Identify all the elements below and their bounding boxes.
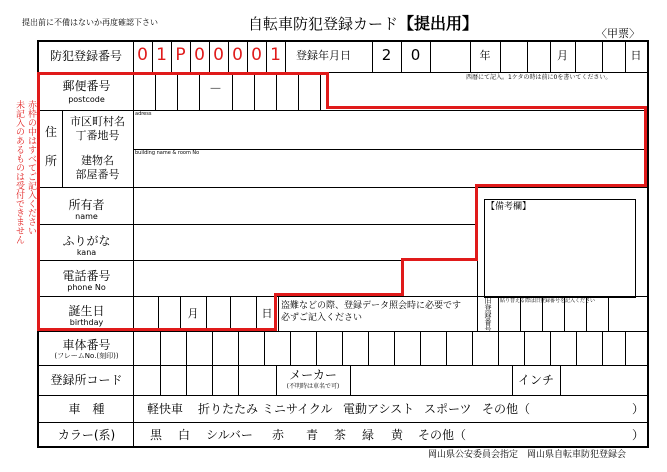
frame-sub: (フレームNo.(刻印))	[54, 352, 119, 360]
postcode-sub: postcode	[68, 95, 105, 104]
remarks-title: 【備考欄】	[486, 202, 532, 212]
side-note-1: 赤枠の中はすべてご記入ください	[26, 100, 36, 235]
color-option-2[interactable]: 白	[178, 428, 191, 442]
building-label-2: 部屋番号	[75, 168, 120, 181]
reg-digit-1: 0	[137, 45, 148, 65]
phone-label: 電話番号	[62, 269, 111, 283]
postcode-dash: －	[208, 82, 222, 97]
color-option-3[interactable]: シルバー	[206, 428, 253, 442]
type-other[interactable]: その他（	[482, 402, 531, 416]
old-number-note: 貼り替える際は旧登録番号を記入ください	[500, 298, 596, 304]
footer-issuer: 岡山県公安委員会指定 岡山県自転車防犯登録会	[428, 450, 627, 460]
type-option-5[interactable]: スポーツ	[424, 402, 472, 416]
color-option-8[interactable]: 黄	[391, 428, 404, 442]
color-option-7[interactable]: 緑	[362, 428, 375, 442]
postcode-label: 郵便番号	[62, 79, 111, 93]
year-digit-1: 2	[381, 46, 392, 64]
birthday-day: 日	[261, 307, 273, 320]
color-option-5[interactable]: 青	[306, 428, 319, 442]
copy-label: 〈甲票〉	[596, 27, 640, 40]
reg-digit-4: 0	[194, 45, 205, 65]
shop-code-label: 登録所コード	[50, 373, 123, 387]
maker-sub: (不明時は車名で可)	[286, 383, 340, 390]
address-group-2: 所	[44, 154, 57, 168]
color-close: ）	[632, 428, 645, 442]
kana-label: ふりがな	[62, 234, 111, 248]
reg-digit-2: 1	[156, 45, 167, 65]
city-label-2: 丁番地号	[75, 129, 120, 142]
type-option-2[interactable]: 折りたたみ	[198, 402, 259, 416]
birthday-month: 月	[187, 307, 199, 320]
type-close: ）	[632, 402, 645, 416]
police-note-2: 必ずご記入ください	[281, 313, 363, 323]
check-notice: 提出前に不備はないか再度確認下さい	[22, 18, 158, 27]
day-label: 日	[630, 49, 642, 62]
kana-sub: kana	[76, 248, 97, 257]
color-option-1[interactable]: 黒	[150, 428, 163, 442]
reg-digit-7: 0	[251, 45, 262, 65]
form-title-main: 自転車防犯登録カード	[248, 15, 399, 33]
building-label-1: 建物名	[81, 154, 114, 167]
frame-label: 車体番号	[62, 338, 111, 352]
form-title-suffix: 【提出用】	[398, 14, 479, 33]
form-title	[248, 16, 478, 32]
city-sub: adress	[135, 111, 152, 117]
month-label: 月	[557, 49, 568, 62]
reg-digit-8: 1	[270, 45, 281, 65]
type-option-4[interactable]: 電動アシスト	[343, 402, 415, 416]
date-format-note: 西暦にて記入。1ケタの時は前に0を書いてください。	[466, 74, 612, 81]
color-other[interactable]: その他（	[418, 428, 467, 442]
building-sub: building name & room No	[135, 150, 200, 156]
year-label: 年	[479, 49, 491, 62]
type-option-1[interactable]: 軽快車	[147, 402, 184, 416]
inch-label: インチ	[517, 373, 554, 387]
side-note-2: 未記入のあるものは受付できません	[14, 100, 24, 244]
year-digit-2: 0	[410, 46, 421, 64]
city-label-1: 市区町村名	[70, 115, 125, 128]
reg-digit-5: 0	[213, 45, 224, 65]
old-number-label: 旧 登 録 番 号	[484, 297, 492, 333]
birthday-label: 誕生日	[68, 304, 105, 318]
type-option-3[interactable]: ミニサイクル	[262, 402, 333, 416]
reg-date-label: 登録年月日	[296, 49, 351, 62]
reg-digit-3: P	[175, 45, 186, 65]
maker-label: メーカー	[289, 368, 337, 382]
phone-sub: phone No	[67, 283, 106, 292]
color-option-6[interactable]: 茶	[334, 428, 347, 442]
police-note-1: 盗難などの際、登録データ照会時に必要です	[281, 301, 462, 311]
birthday-sub: birthday	[69, 318, 104, 327]
color-label: カラー(系)	[57, 428, 116, 442]
owner-label: 所有者	[68, 198, 105, 212]
color-option-4[interactable]: 赤	[272, 428, 285, 442]
owner-sub: name	[75, 212, 98, 221]
type-label: 車 種	[68, 402, 105, 416]
reg-digit-6: 0	[232, 45, 243, 65]
reg-number-label: 防犯登録番号	[50, 49, 123, 63]
address-group-1: 住	[44, 125, 57, 139]
